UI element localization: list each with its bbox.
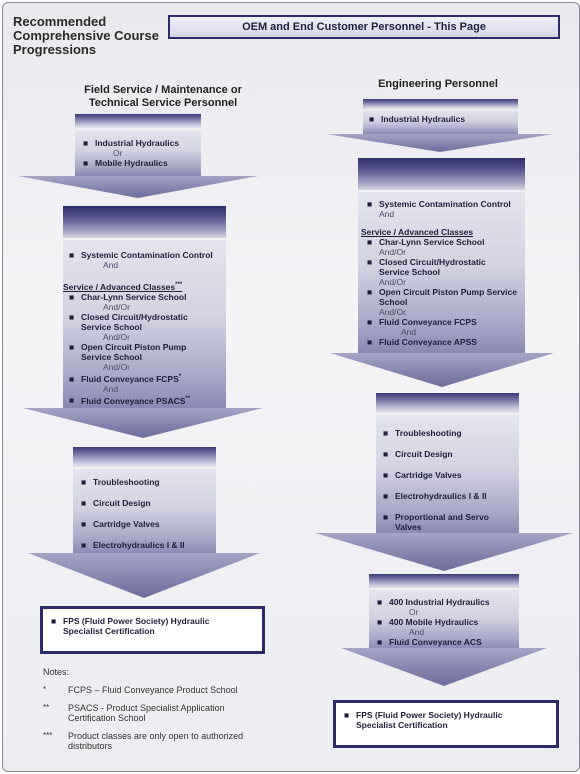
- course-item: ■ Open Circuit Piston Pump: [69, 341, 187, 352]
- section-heading: Service / Advanced Classes***: [63, 281, 183, 292]
- right-stage2-band: [358, 158, 525, 190]
- left-title-line2: Technical Service Personnel: [88, 97, 238, 109]
- note-text: Product classes are only open to authorized: [68, 731, 244, 741]
- left-stage1-band: [75, 114, 201, 128]
- footnote-mark: *: [43, 685, 47, 694]
- course-item: ■ Cartridge Valves: [383, 470, 462, 480]
- course-item: ■ Char-Lynn Service School: [367, 237, 485, 247]
- right-stage3-band: [376, 393, 519, 413]
- bullet-icon: ■: [377, 597, 383, 607]
- course-item: ■ 400 Mobile Hydraulics: [377, 617, 479, 627]
- course-item: ■ Circuit Design: [81, 498, 151, 508]
- page-title: Recommended Comprehensive Course Progressions: [13, 14, 159, 57]
- bullet-icon: ■: [383, 491, 389, 501]
- bullet-icon: ■: [69, 291, 75, 302]
- connector-text: And: [103, 260, 119, 270]
- right-stage3-content: [383, 428, 523, 532]
- left-stage1-arrow: [18, 176, 258, 198]
- course-item: ■ Proportional and Servo: [383, 512, 489, 522]
- course-item: ■ 400 Industrial Hydraulics: [377, 597, 490, 607]
- section-heading: Service / Advanced Classes: [361, 227, 474, 237]
- connector-text: And/Or: [379, 307, 406, 317]
- bullet-icon: ■: [383, 470, 389, 480]
- footnote-mark: *: [178, 373, 182, 380]
- connector-text: And/Or: [379, 247, 406, 257]
- course-item-cont: School: [379, 297, 408, 307]
- right-stage1-content: [369, 114, 519, 124]
- course-item: ■ Electrohydraulics I & II: [383, 491, 487, 501]
- course-item: ■ Closed Circuit/Hydrostatic: [367, 257, 486, 267]
- right-stage2-content: [361, 199, 526, 347]
- note-text: PSACS - Product Specialist Application: [68, 703, 225, 713]
- bullet-icon: ■: [367, 287, 373, 297]
- notes-section: [43, 667, 273, 751]
- left-stage2-band: [63, 206, 226, 238]
- bullet-icon: ■: [367, 257, 373, 267]
- course-item-cont: Valves: [395, 522, 422, 532]
- note-row: [43, 731, 273, 751]
- bullet-icon: ■: [69, 311, 75, 322]
- connector-text: And: [409, 627, 425, 637]
- cert-line2: Specialist Certification: [356, 720, 448, 730]
- footnote-mark: **: [185, 395, 191, 402]
- right-stage4-band: [369, 574, 519, 588]
- note-text: Certification School: [68, 713, 146, 723]
- bullet-icon: ■: [377, 637, 383, 647]
- connector-text: And: [379, 209, 395, 219]
- note-row: [43, 703, 273, 723]
- course-progression-page: [2, 2, 580, 772]
- bullet-icon: ■: [367, 337, 373, 347]
- right-stage3-arrow: [315, 533, 573, 571]
- course-item: ■ Electrohydraulics I & II: [81, 540, 185, 550]
- bullet-icon: ■: [383, 428, 389, 438]
- course-item: ■ Industrial Hydraulics: [369, 114, 466, 124]
- bullet-icon: ■: [367, 237, 373, 247]
- left-stage3-band: [73, 447, 216, 467]
- connector-text: And: [103, 383, 119, 394]
- connector-text: Or: [409, 607, 419, 617]
- left-stage3-arrow: [28, 553, 260, 598]
- left-stage2-arrow: [23, 408, 263, 438]
- cert-line1: FPS (Fluid Power Society) Hydraulic: [63, 616, 210, 626]
- right-stage1-band: [363, 99, 518, 109]
- bullet-icon: ■: [51, 616, 57, 626]
- bullet-icon: ■: [69, 395, 75, 406]
- left-stage3-content: [81, 477, 221, 550]
- bullet-icon: ■: [81, 498, 87, 508]
- course-item: ■ Open Circuit Piston Pump Service: [367, 287, 517, 297]
- bullet-icon: ■: [367, 199, 373, 209]
- connector-text: And/Or: [103, 361, 130, 372]
- bullet-icon: ■: [81, 540, 87, 550]
- bullet-icon: ■: [369, 114, 375, 124]
- left-title-line1: Field Service / Maintenance or: [84, 84, 242, 96]
- connector-text: And/Or: [379, 277, 406, 287]
- bullet-icon: ■: [69, 250, 75, 260]
- course-item: ■ Systemic Contamination Control: [367, 199, 511, 209]
- connector-text: And/Or: [103, 301, 130, 312]
- course-item: ■ Fluid Conveyance ACS: [377, 637, 482, 647]
- left-column-title: [63, 84, 263, 110]
- note-row: [43, 685, 273, 695]
- bullet-icon: ■: [69, 341, 75, 352]
- course-item: ■ Troubleshooting: [81, 477, 160, 487]
- right-stage4-content: [377, 597, 522, 647]
- bullet-icon: ■: [383, 512, 389, 522]
- bullet-icon: ■: [383, 449, 389, 459]
- bullet-icon: ■: [81, 519, 87, 529]
- connector-text: Or: [113, 148, 123, 158]
- bullet-icon: ■: [83, 138, 89, 148]
- left-certification-box: [40, 606, 265, 654]
- cert-line1: FPS (Fluid Power Society) Hydraulic: [356, 710, 503, 720]
- cert-line2: Specialist Certification: [63, 626, 155, 636]
- course-item: ■ Mobile Hydraulics: [83, 158, 168, 168]
- course-item: ■ Closed Circuit/Hydrostatic: [69, 311, 188, 322]
- left-stage1-content: [83, 138, 203, 168]
- right-certification-box: [333, 700, 559, 748]
- course-item: ■ Fluid Conveyance PSACS**: [69, 395, 191, 406]
- right-stage1-arrow: [326, 134, 554, 152]
- footnote-mark: ***: [43, 731, 53, 740]
- connector-text: And: [401, 327, 417, 337]
- bullet-icon: ■: [81, 477, 87, 487]
- course-item: ■ Fluid Conveyance APSS: [367, 337, 477, 347]
- course-item: ■ Industrial Hydraulics: [83, 138, 180, 148]
- right-column-title: Engineering Personnel: [378, 78, 498, 90]
- bullet-icon: ■: [83, 158, 89, 168]
- bullet-icon: ■: [377, 617, 383, 627]
- bullet-icon: ■: [69, 373, 75, 384]
- course-item-cont: Service School: [379, 267, 440, 277]
- bullet-icon: ■: [344, 710, 350, 720]
- note-text: distributors: [68, 741, 113, 751]
- course-item-cont: Service School: [81, 321, 142, 332]
- course-item: ■ Cartridge Valves: [81, 519, 160, 529]
- note-text: FCPS – Fluid Conveyance Product School: [68, 685, 238, 695]
- right-stage4-arrow: [341, 648, 547, 686]
- course-item: ■ Fluid Conveyance FCPS: [367, 317, 477, 327]
- course-item: ■ Circuit Design: [383, 449, 453, 459]
- notes-heading: Notes:: [43, 667, 70, 677]
- left-stage2-content: [63, 250, 233, 405]
- course-item: ■ Troubleshooting: [383, 428, 462, 438]
- footnote-mark: **: [43, 703, 50, 712]
- course-item: ■ Fluid Conveyance FCPS*: [69, 373, 182, 384]
- course-item: ■ Char-Lynn Service School: [69, 291, 187, 302]
- connector-text: And/Or: [103, 331, 130, 342]
- course-item-cont: Service School: [81, 351, 142, 362]
- right-stage2-arrow: [330, 353, 554, 387]
- bullet-icon: ■: [367, 317, 373, 327]
- footnote-mark: ***: [175, 282, 183, 288]
- audience-header: OEM and End Customer Personnel - This Page: [168, 15, 560, 39]
- course-item: ■ Systemic Contamination Control: [69, 250, 213, 260]
